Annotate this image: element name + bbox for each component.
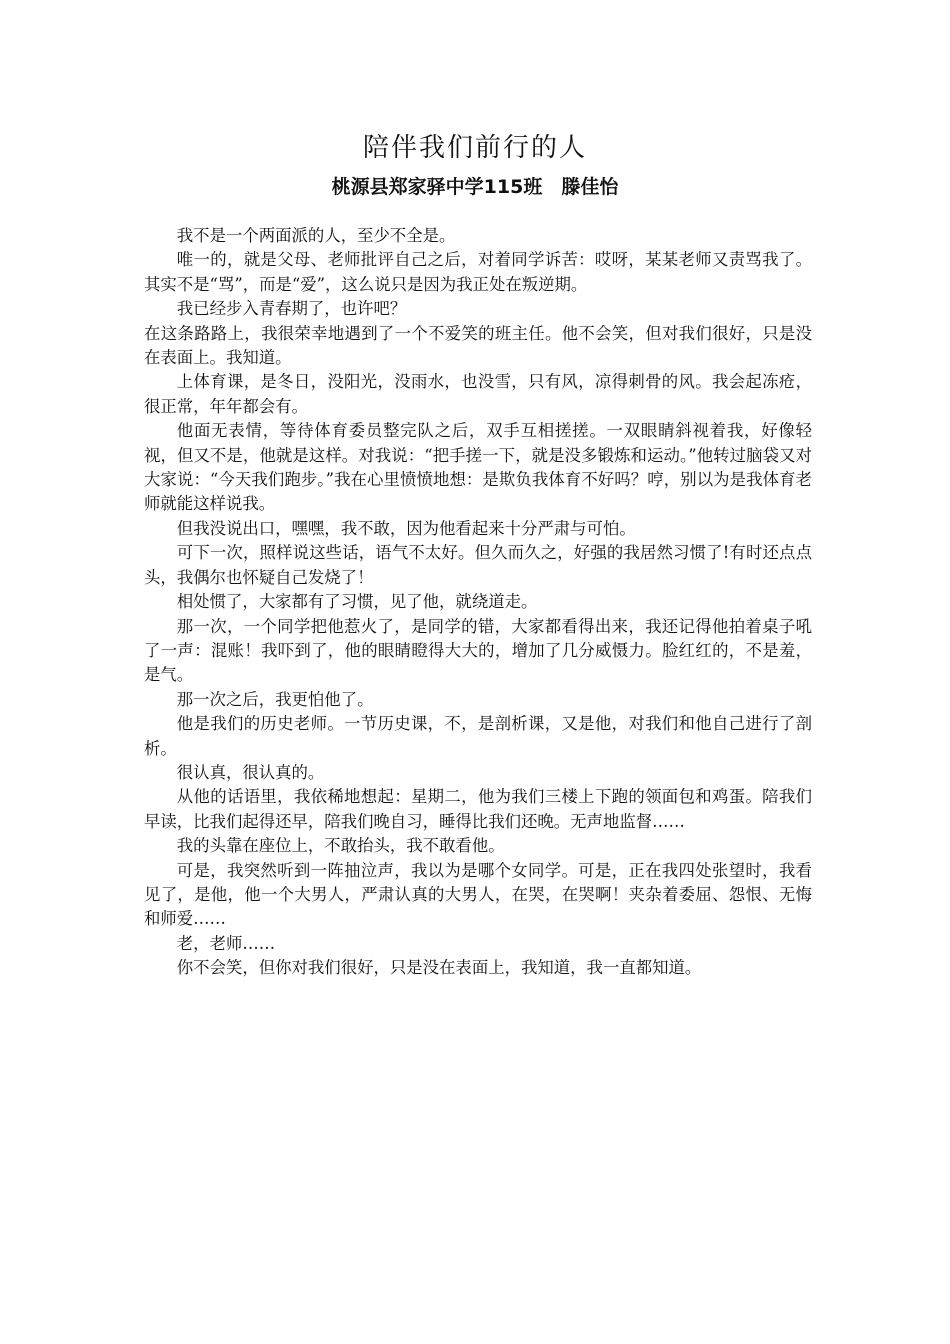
paragraph: 可下一次，照样说这些话，语气不太好。但久而久之，好强的我居然习惯了!有时还点点头，我偶尔也怀疑自己发烧了！ (144, 543, 812, 587)
essay-body (144, 224, 812, 981)
paragraph: 从他的话语里，我依稀地想起：星期二，他为我们三楼上下跑的领面包和鸡蛋。陪我们早读，比我们起得还早，陪我们晚自习，睡得比我们还晚。无声地监督…… (144, 787, 812, 831)
paragraph: 我的头靠在座位上，不敢抬头，我不敢看他。 (176, 836, 505, 856)
paragraph: 那一次之后，我更怕他了。 (176, 689, 374, 709)
paragraph: 唯一的，就是父母、老师批评自己之后，对着同学诉苦：哎呀，某某老师又责骂我了。其实不是“骂”，而是“爱”，这么说只是因为我正处在叛逆期。 (144, 250, 812, 294)
paragraph: 那一次，一个同学把他惹火了，是同学的错，大家都看得出来，我还记得他拍着桌子吼了一声：混账！我吓到了，他的眼睛瞪得大大的，增加了几分威慑力。脸红红的，不是羞，是气。 (144, 616, 812, 685)
essay-title: 陪伴我们前行的人 (362, 133, 587, 163)
paragraph: 他面无表情，等待体育委员整完队之后，双手互相搓搓。一双眼睛斜视着我，好像轻视，但又不是，他就是这样。对我说：“把手搓一下，就是没多锻炼和运动。”他转过脑袋又对大家说：“今天我们跑步。”我在心里愤愤地想：是欺负我体育不好吗？哼，别以为是我体育老师就能这样说我。 (144, 421, 812, 514)
paragraph: 你不会笑，但你对我们很好，只是没在表面上，我知道，我一直都知道。 (176, 958, 702, 978)
paragraph: 我已经步入青春期了，也许吧？ (176, 299, 407, 319)
paragraph: 我不是一个两面派的人，至少不全是。 (176, 226, 456, 245)
paragraph: 很认真，很认真的。 (176, 762, 325, 782)
paragraph: 上体育课，是冬日，没阳光，没雨水，也没雪，只有风，凉得刺骨的风。我会起冻疮，很正常，年年都会有。 (144, 372, 812, 416)
author-line: 桃源县郑家驿中学115班 滕佳怡 (331, 176, 619, 198)
paragraph: 可是，我突然听到一阵抽泣声，我以为是哪个女同学。可是，正在我四处张望时，我看见了，是他，他一个大男人，严肃认真的大男人，在哭，在哭啊！夹杂着委屈、怨恨、无悔和师爱…… (144, 860, 812, 929)
paragraph: 他是我们的历史老师。一节历史课，不，是剖析课，又是他，对我们和他自己进行了剖析。 (144, 714, 812, 758)
paragraph: 但我没说出口，嘿嘿，我不敢，因为他看起来十分严肃与可怕。 (176, 518, 636, 538)
paragraph: 老，老师…… (176, 933, 276, 953)
paragraph: 相处惯了，大家都有了习惯，见了他，就绕道走。 (176, 592, 538, 612)
paragraph: 在这条路路上，我很荣幸地遇到了一个不爱笑的班主任。他不会笑，但对我们很好，只是没在表面上。我知道。 (144, 323, 812, 368)
